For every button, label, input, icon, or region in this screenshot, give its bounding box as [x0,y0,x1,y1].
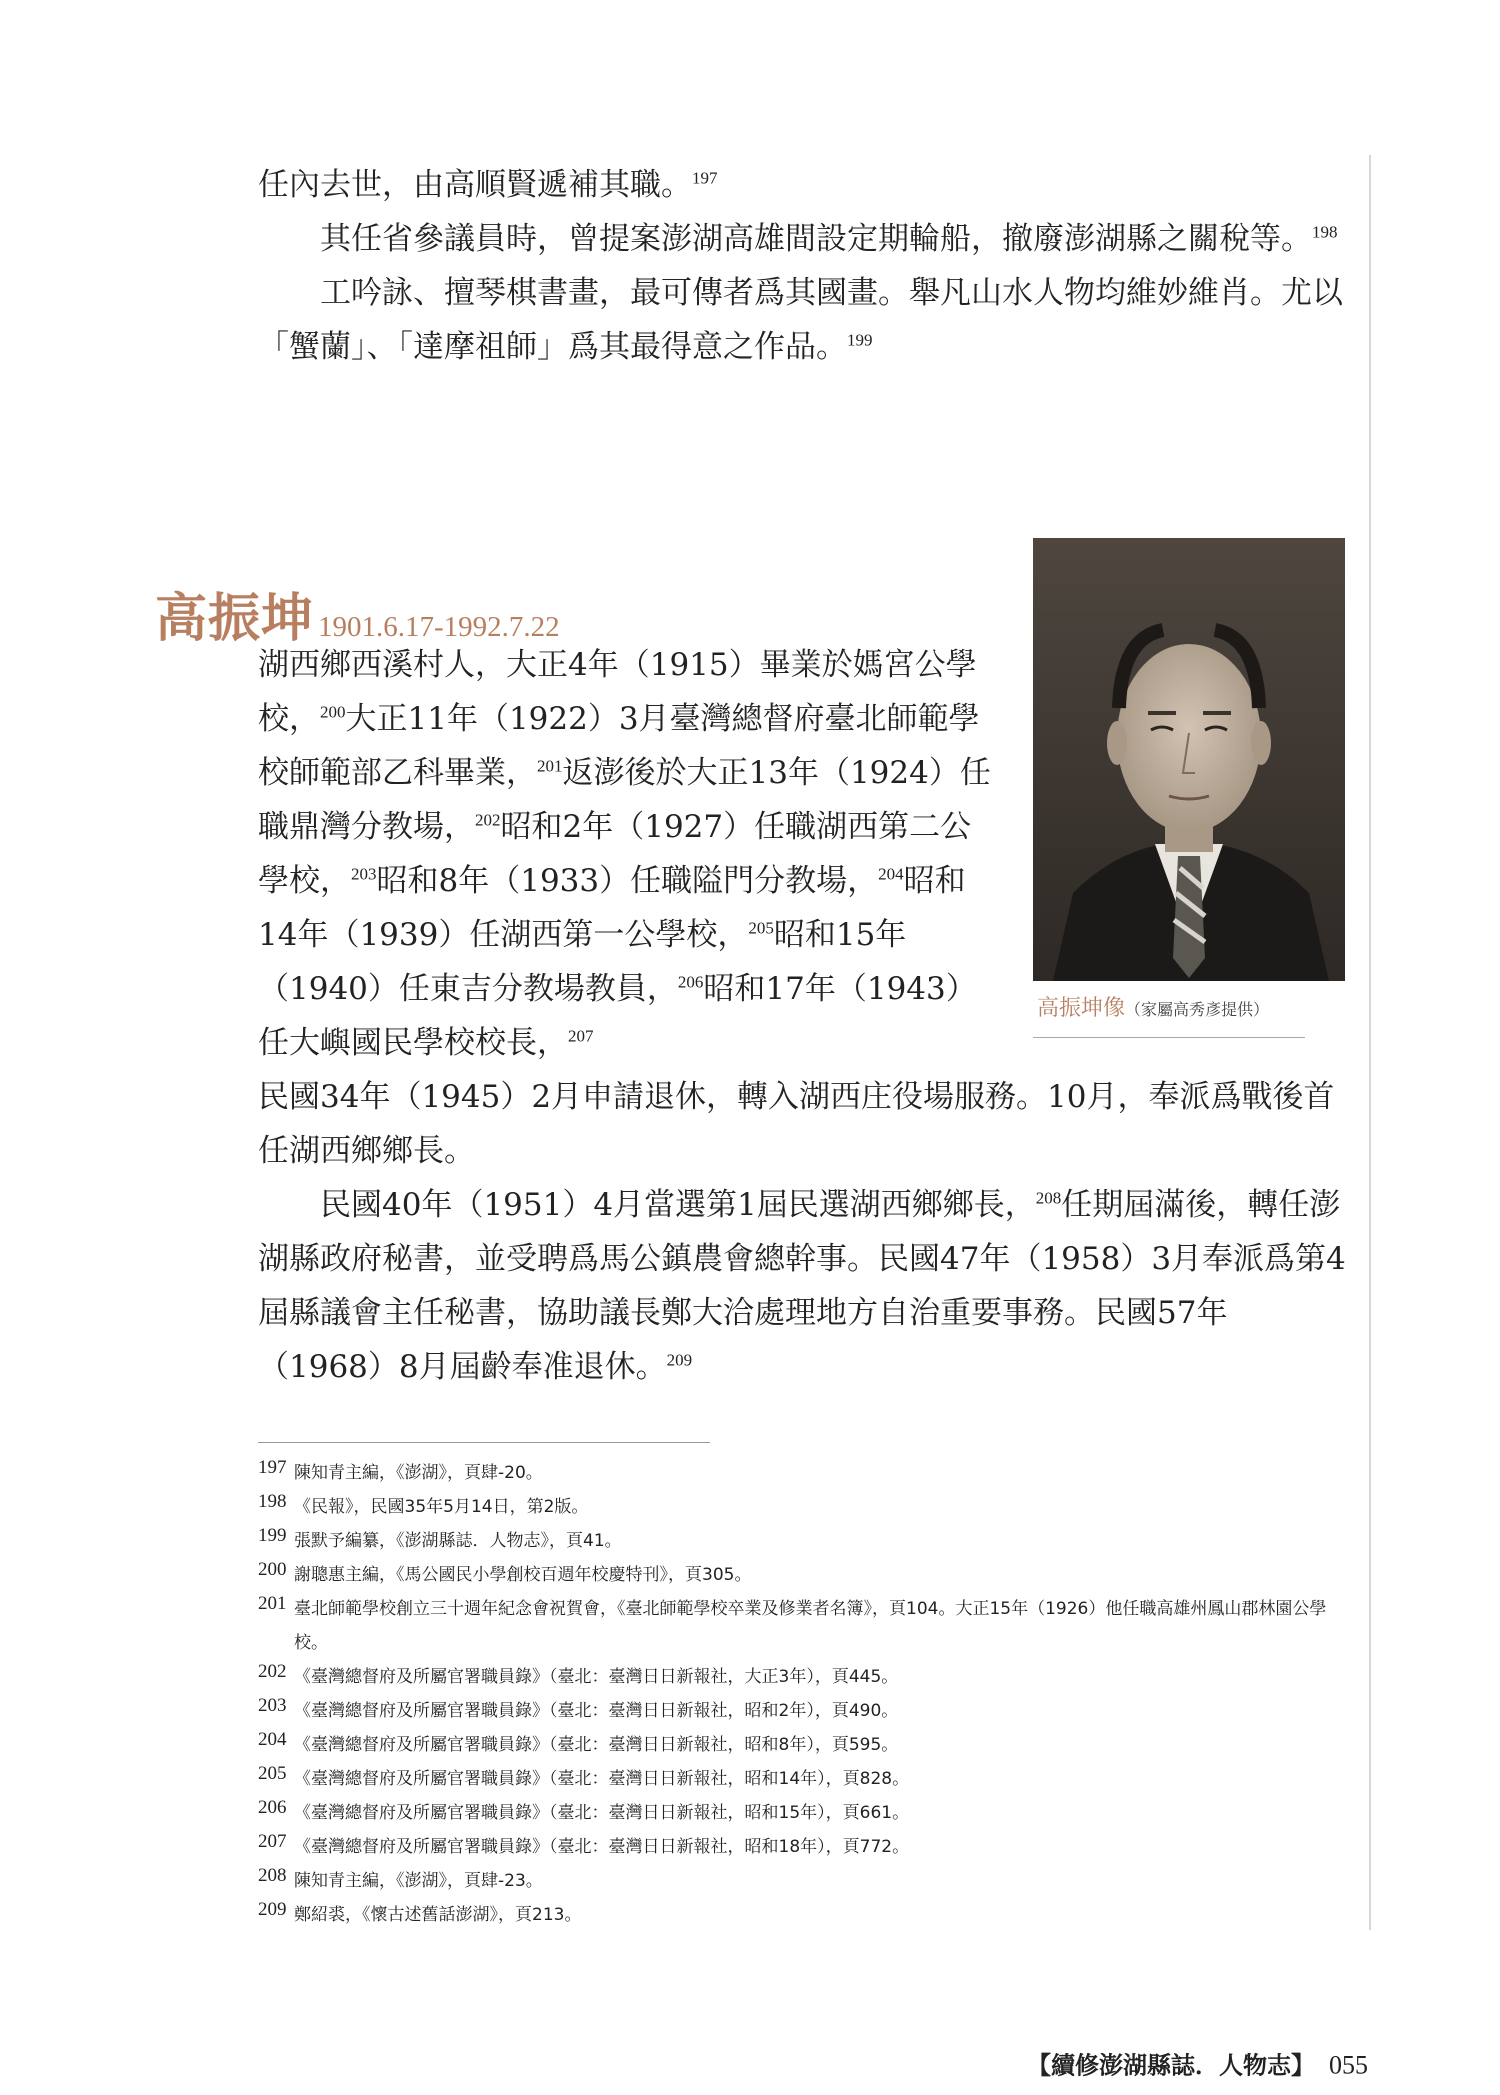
footnote-ref: 206 [677,972,704,992]
person-name: 高振坤 [155,588,315,649]
footnote-ref: 197 [692,168,718,188]
footnote-text: 《臺灣總督府及所屬官署職員錄》（臺北：臺灣日日新報社，昭和18年），頁772。 [294,1837,910,1857]
footnote [258,1796,1348,1830]
footnote-ref: 205 [748,918,774,938]
footnote-number: 204 [258,1729,287,1750]
book-title: 【續修澎湖縣誌．人物志】 [1027,2050,1315,2080]
footnote [258,1558,1348,1592]
footnote-ref: 203 [351,864,377,884]
footnote [258,1898,1348,1932]
sentence: 昭和8年（1933）任職隘門分教場， [376,863,879,899]
footnote-ref: 202 [475,810,501,830]
paragraph [258,212,1346,266]
footnote-number: 208 [258,1865,287,1886]
footnote-text: 臺北師範學校創立三十週年紀念會祝賀會，《臺北師範學校卒業及修業者名簿》，頁104。大正15年（1926）他任職高雄州鳳山郡林園公學校。 [294,1599,1327,1653]
footnote-number: 207 [258,1831,287,1852]
footnote-text: 《臺灣總督府及所屬官署職員錄》（臺北：臺灣日日新報社，大正3年），頁445。 [294,1667,899,1687]
footnote-text: 陳知青主編，《澎湖》，頁肆-20。 [294,1463,543,1483]
sentence: 民國34年（1945）2月申請退休，轉入湖西庄役場服務。10月，奉派爲戰後首任湖西鄉鄉長。 [258,1079,1335,1169]
footnote [258,1592,1348,1660]
footnote-ref: 204 [878,864,904,884]
footnote-number: 203 [258,1695,287,1716]
footnote-text: 《臺灣總督府及所屬官署職員錄》（臺北：臺灣日日新報社，昭和2年），頁490。 [294,1701,899,1721]
footnotes [258,1456,1348,1932]
footnote-ref: 199 [847,330,873,350]
footnote-text: 陳知青主編，《澎湖》，頁肆-23。 [294,1871,543,1891]
caption-credit: （家屬高秀彥提供） [1125,1000,1270,1019]
sentence: 昭和2年（1927）任職湖西第二公學校， [258,809,972,899]
footnote [258,1864,1348,1898]
sentence: 昭和15年（1940）任東吉分教場教員， [258,917,907,1007]
sentence: 返澎後於大正13年（1924）任職鼎灣分教場， [258,755,991,845]
caption-title: 高振坤像 [1037,996,1126,1021]
footnote-number: 198 [258,1491,287,1512]
sentence: 湖西鄉西溪村人，大正4年（1915）畢業於媽宮公學校， [258,647,977,737]
footnote-ref: 208 [1035,1188,1062,1208]
footnote-ref: 200 [320,702,346,722]
biography-wrap-lines [258,638,1346,1070]
footnote [258,1660,1348,1694]
footnote-ref: 201 [537,756,563,776]
footnote-rule [258,1442,710,1443]
footnote-number: 201 [258,1593,287,1614]
sentence: 大正11年（1922）3月臺灣總督府臺北師範學校師範部乙科畢業， [258,701,980,791]
footnote-ref: 198 [1312,222,1338,242]
paragraph-text: 其任省參議員時，曾提案澎湖高雄間設定期輪船，撤廢澎湖縣之關稅等。 [320,221,1312,257]
sentence: 任期屆滿後，轉任澎湖縣政府秘書，並受聘爲馬公鎮農會總幹事。民國47年（1958）3月奉派爲第4屆縣議會主任秘書，協助議長鄭大洽處理地方自治重要事務。民國57年（1968）8月屆齡奉准退休。 [258,1187,1346,1385]
footnote-text: 《臺灣總督府及所屬官署職員錄》（臺北：臺灣日日新報社，昭和14年），頁828。 [294,1769,910,1789]
footnote-number: 200 [258,1559,287,1580]
footnote-text: 《民報》，民國35年5月14日，第2版。 [294,1497,589,1517]
footnote-number: 209 [258,1899,287,1920]
footnote [258,1524,1348,1558]
footnote-text: 張默予編纂，《澎湖縣誌．人物志》，頁41。 [294,1531,622,1551]
footnote [258,1456,1348,1490]
paragraph [258,266,1346,374]
running-footer [1027,2046,1368,2081]
footnote-number: 197 [258,1457,287,1478]
footnote-text: 謝聰惠主編，《馬公國民小學創校百週年校慶特刊》，頁305。 [294,1565,752,1585]
page-number: 055 [1329,2050,1368,2080]
footnote [258,1490,1348,1524]
footnote-ref: 209 [666,1350,693,1370]
footnote-number: 202 [258,1661,287,1682]
footnote-number: 206 [258,1797,287,1818]
sentence: 昭和14年（1939）任湖西第一公學校， [258,863,966,953]
biography-paragraph-2 [258,1178,1346,1394]
sentence: 民國40年（1951）4月當選第1屆民選湖西鄉鄉長， [320,1187,1036,1223]
footnote [258,1762,1348,1796]
footnote [258,1694,1348,1728]
footnote-text: 鄭紹裘，《懷古述舊話澎湖》，頁213。 [294,1905,582,1925]
footnote-text: 《臺灣總督府及所屬官署職員錄》（臺北：臺灣日日新報社，昭和15年），頁661。 [294,1803,910,1823]
life-dates: 1901.6.17-1992.7.22 [318,611,560,643]
footnote [258,1728,1348,1762]
biography-paragraph-end [258,1070,1346,1178]
footnote-number: 205 [258,1763,287,1784]
sentence: 昭和17年（1943）任大嶼國民學校校長， [258,971,977,1061]
footnote-number: 199 [258,1525,287,1546]
paragraph-text: 工吟詠、擅琴棋書畫，最可傳者爲其國畫。舉凡山水人物均維妙維肖。尤以「蟹蘭」、「達摩祖師」爲其最得意之作品。 [258,275,1343,365]
paragraph-text: 任內去世，由高順賢遞補其職。 [258,167,692,203]
footnote [258,1830,1348,1864]
paragraph-continued [258,158,1346,212]
footnote-text: 《臺灣總督府及所屬官署職員錄》（臺北：臺灣日日新報社，昭和8年），頁595。 [294,1735,899,1755]
margin-rule [1369,155,1371,1930]
footnote-ref: 207 [568,1026,594,1046]
